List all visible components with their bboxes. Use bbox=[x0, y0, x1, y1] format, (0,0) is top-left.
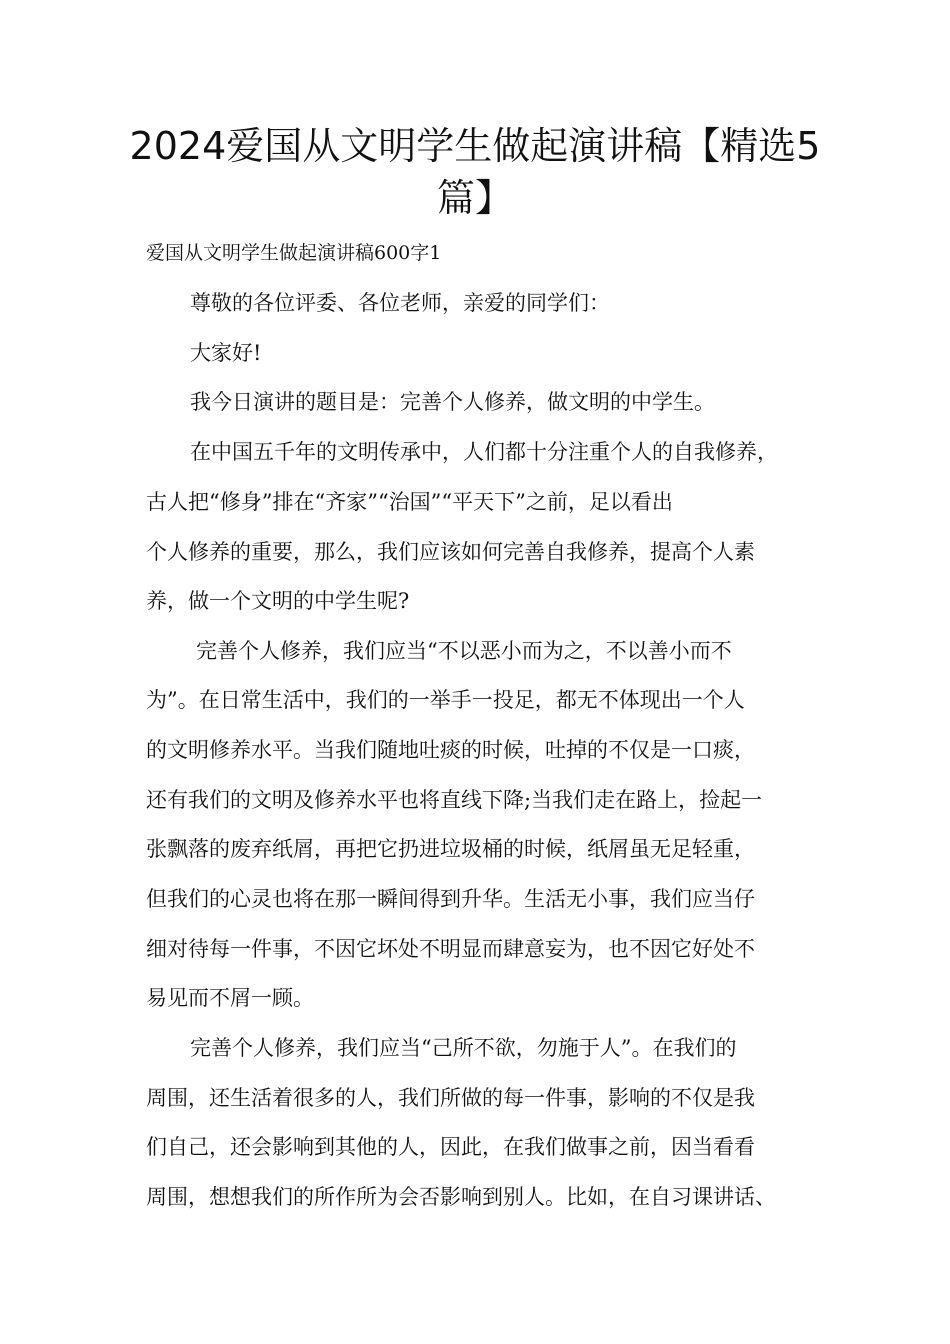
text-line: 为”。在日常生活中，我们的一举手一投足，都无不体现出一个人 bbox=[146, 688, 745, 712]
text-line: 养，做一个文明的中学生呢? bbox=[146, 589, 410, 613]
text-line: 我今日演讲的题目是：完善个人修养，做文明的中学生。 bbox=[190, 390, 715, 414]
text-line: 但我们的心灵也将在那一瞬间得到升华。生活无小事，我们应当仔 bbox=[146, 887, 755, 911]
document-title: 2024爱国从文明学生做起演讲稿【精选5篇】 bbox=[129, 124, 821, 220]
document-subtitle: 爱国从文明学生做起演讲稿600字1 bbox=[146, 242, 442, 264]
text-line: 周围，想想我们的所作所为会否影响到别人。比如，在自习课讲话、 bbox=[146, 1185, 776, 1209]
text-line: 细对待每一件事，不因它坏处不明显而肆意妄为，也不因它好处不 bbox=[146, 937, 755, 961]
text-line: 个人修养的重要，那么，我们应该如何完善自我修养，提高个人素 bbox=[146, 540, 755, 564]
text-line: 在中国五千年的文明传承中，人们都十分注重个人的自我修养， bbox=[190, 440, 778, 464]
text-line: 张飘落的废弃纸屑，再把它扔进垃圾桶的时候，纸屑虽无足轻重， bbox=[146, 837, 755, 861]
text-line: 们自己，还会影响到其他的人，因此，在我们做事之前，因当看看 bbox=[146, 1135, 755, 1159]
text-line: 还有我们的文明及修养水平也将直线下降;当我们走在路上，捡起一 bbox=[146, 788, 763, 812]
text-line: 周围，还生活着很多的人，我们所做的每一件事，影响的不仅是我 bbox=[146, 1086, 755, 1110]
text-line: 完善个人修养，我们应当“不以恶小而为之，不以善小而不 bbox=[196, 639, 732, 663]
text-line: 尊敬的各位评委、各位老师，亲爱的同学们： bbox=[190, 291, 610, 315]
text-line: 大家好! bbox=[190, 341, 262, 365]
text-line: 完善个人修养，我们应当“己所不欲，勿施于人”。在我们的 bbox=[190, 1036, 737, 1060]
text-line: 易见而不屑一顾。 bbox=[146, 986, 314, 1010]
text-line: 古人把“修身”排在“齐家”“治国”“平天下”之前，足以看出 bbox=[146, 490, 673, 514]
text-line: 的文明修养水平。当我们随地吐痰的时候，吐掉的不仅是一口痰， bbox=[146, 738, 755, 762]
